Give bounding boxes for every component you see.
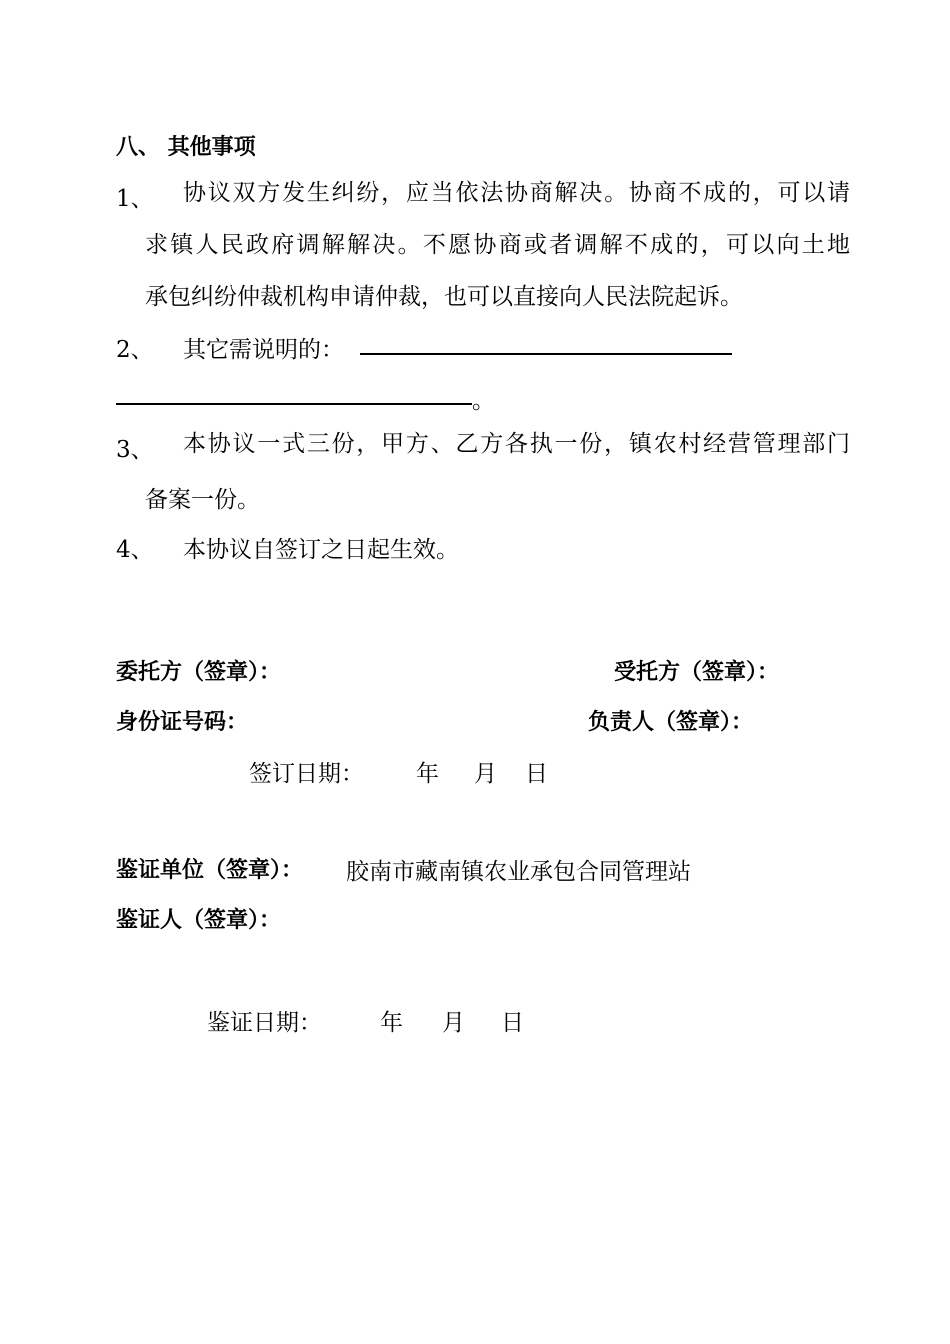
item-1-line-3: 承包纠纷仲裁机构申请仲裁，也可以直接向人民法院起诉。	[145, 284, 743, 310]
item-number-3: 3、	[116, 437, 154, 463]
item-2-blank-line-1[interactable]	[360, 353, 732, 355]
item-1-line-2: 求镇人民政府调解解决。不愿协商或者调解不成的，可以向土地	[145, 232, 850, 258]
verification-date-day: 日	[501, 1010, 524, 1036]
agent-signature-label: 受托方（签章）：	[614, 660, 780, 685]
item-4-text: 本协议自签订之日起生效。	[183, 537, 459, 563]
item-1-first-line	[183, 167, 850, 219]
sign-date-day: 日	[525, 761, 548, 787]
item-number-4: 4、	[116, 537, 154, 563]
item-3-first-line-text: 本协议一式三份，甲方、乙方各执一份，镇农村经营管理部门	[183, 431, 850, 457]
verification-date-month: 月	[442, 1010, 465, 1036]
item-2-end-mark: 。	[472, 388, 495, 414]
sign-date-year: 年	[416, 761, 439, 787]
verification-person-label: 鉴证人（签章）：	[116, 908, 282, 933]
verification-unit-label: 鉴证单位（签章）：	[116, 858, 304, 883]
item-2-label: 其它需说明的：	[183, 337, 344, 363]
id-number-label: 身份证号码：	[116, 710, 249, 735]
verification-unit-name: 胶南市藏南镇农业承包合同管理站	[346, 859, 691, 885]
principal-signature-label: 委托方（签章）：	[116, 660, 282, 685]
responsible-signature-label: 负责人（签章）：	[588, 710, 754, 735]
sign-date-month: 月	[474, 761, 497, 787]
item-3-first-line	[183, 418, 850, 470]
item-number-2: 2、	[116, 337, 154, 363]
section-heading: 八、 其他事项	[116, 135, 256, 160]
item-1-rest	[145, 219, 850, 323]
item-2-blank-line-2[interactable]	[116, 403, 472, 405]
item-3-line-2: 备案一份。	[145, 487, 260, 513]
verification-date-year: 年	[380, 1010, 403, 1036]
item-1-first-line-text: 协议双方发生纠纷，应当依法协商解决。协商不成的，可以请	[183, 180, 850, 206]
sign-date-label: 签订日期：	[249, 761, 364, 787]
item-number-1: 1、	[116, 186, 154, 212]
verification-date-label: 鉴证日期：	[207, 1010, 322, 1036]
